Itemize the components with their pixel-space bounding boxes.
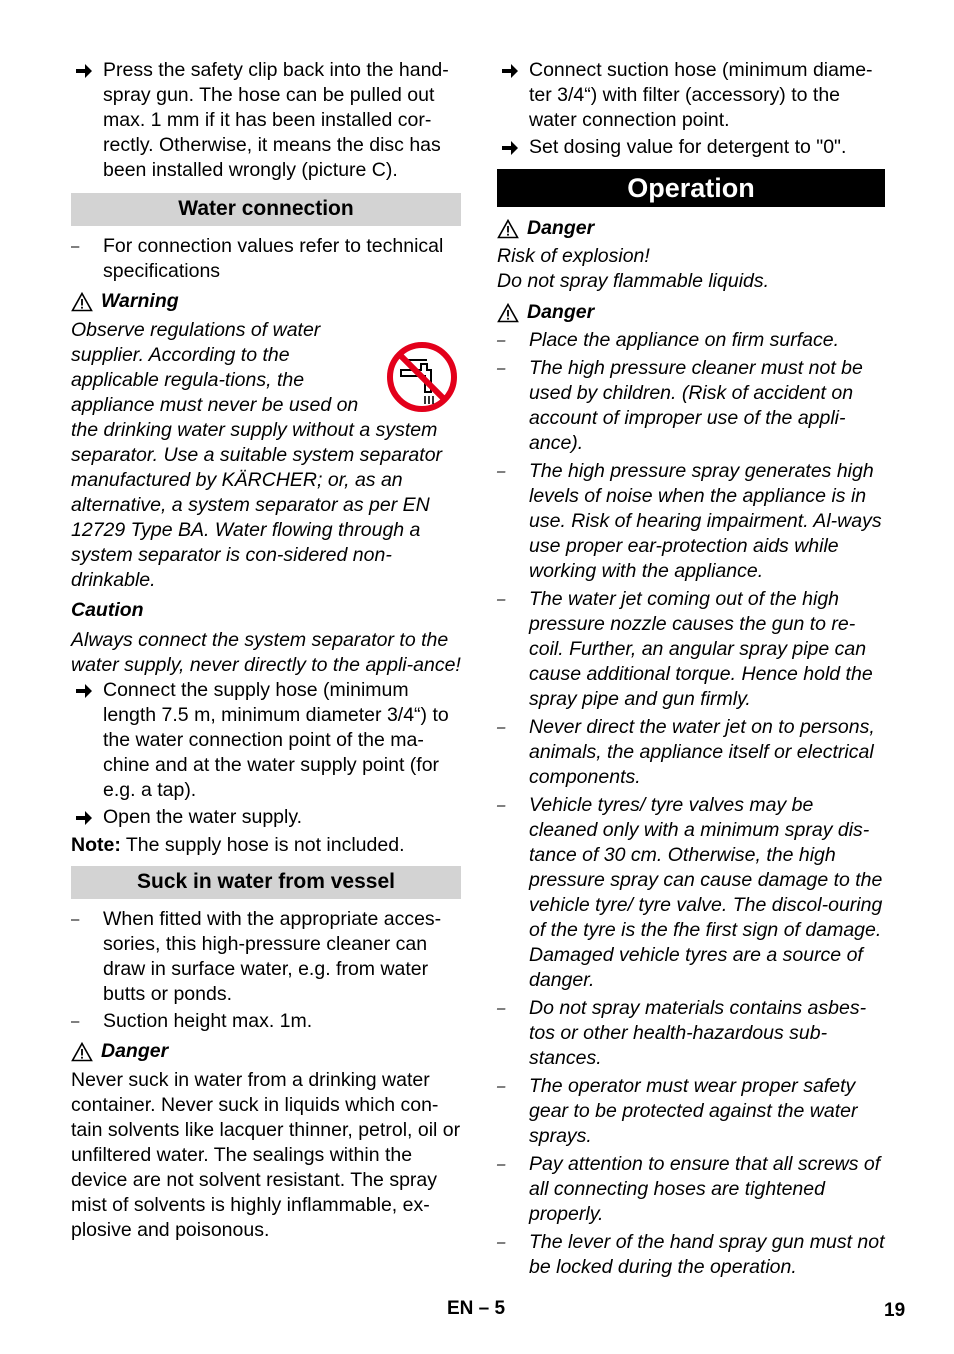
warning-body: Observe regulations of water supplier. According to the applicable regula-tions, the appliance must never be used on the drinking water supply without a system separator. Use a suitable system separator manufactured by KÄRCHER; or, as an alternative, a system separator as per EN 12729 Type BA. Water flowing through a system separator is con-sidered non-drinkable. <box>71 319 443 591</box>
list-item <box>497 459 885 584</box>
danger-label-text: Danger <box>527 217 595 239</box>
dash-bullet-icon: – <box>71 1013 80 1030</box>
list-item-text: Place the appliance on firm surface. <box>529 329 840 351</box>
caution-label: Caution <box>71 599 144 621</box>
dash-bullet-icon: – <box>497 591 506 608</box>
step-text: Set dosing value for detergent to "0". <box>529 136 847 158</box>
section-heading-water-connection: Water connection <box>71 193 461 226</box>
step-text: Connect the supply hose (minimum length 7.5 m, minimum diameter 3/4“) to the water connection point of the ma-chine and at the water supply point (for e.g. a tap). <box>103 679 449 801</box>
warning-triangle-icon <box>497 303 519 323</box>
note <box>71 833 461 858</box>
danger-list <box>497 328 885 1280</box>
list-item-text: The high pressure spray generates high levels of noise when the appliance is in use. Risk of hearing impairment. Al-ways use proper ear-protection aids while working with the appliance. <box>529 460 882 582</box>
list-item-text: The high pressure cleaner must not be used by children. (Risk of accident on account of improper use of the appli-ance). <box>529 357 863 454</box>
list-item-text: Vehicle tyres/ tyre valves may be cleaned only with a minimum spray dis-tance of 30 cm. Otherwise, the high pressure spray can cause damage to the vehicle tyre/ tyre valve. The discol-ouring of the tyre is the fhe first sign of damage. Damaged vehicle tyres are a source of danger. <box>529 794 883 991</box>
instruction-step <box>497 135 885 160</box>
warning-label-text: Warning <box>101 290 179 312</box>
danger-label <box>497 216 885 241</box>
danger-label <box>497 300 885 325</box>
dash-bullet-icon: – <box>71 911 80 928</box>
list-item-text: When fitted with the appropriate acces-sories, this high-pressure cleaner can draw in surface water, e.g. from water butts or ponds. <box>103 908 442 1005</box>
list-item-text: The water jet coming out of the high pressure nozzle causes the gun to re-coil. Further, an angular spray pipe can cause additional torque. Hence hold the spray pipe and gun firmly. <box>529 588 873 710</box>
arrow-right-icon <box>75 682 93 700</box>
footer-language-page: EN – 5 <box>447 1298 506 1319</box>
list-item <box>497 715 885 790</box>
list-item-text: The operator must wear proper safety gear to be protected against the water sprays. <box>529 1075 858 1147</box>
dash-bullet-icon: – <box>497 1078 506 1095</box>
dash-bullet-icon: – <box>497 1234 506 1251</box>
note-text: The supply hose is not included. <box>120 834 405 856</box>
dash-bullet-icon: – <box>497 1000 506 1017</box>
arrow-right-icon <box>75 809 93 827</box>
dash-bullet-icon: – <box>497 1156 506 1173</box>
section-heading-suck-in: Suck in water from vessel <box>71 866 461 899</box>
instruction-step <box>71 58 461 183</box>
page-number: 19 <box>884 1300 906 1321</box>
warning-text <box>71 318 461 593</box>
step-text: Press the safety clip back into the hand-spray gun. The hose can be pulled out max. 1 mm if it has been installed cor-rectly. Otherwise, it means the disc has been installed wrongly (picture C). <box>103 59 449 181</box>
list-item <box>497 1074 885 1149</box>
list-item <box>497 328 885 353</box>
list-item <box>71 907 461 1007</box>
list-item-text: For connection values refer to technical specifications <box>103 235 444 282</box>
danger-line: Risk of explosion! <box>497 245 650 267</box>
step-text: Connect suction hose (minimum diame-ter 3/4“) with filter (accessory) to the water connection point. <box>529 59 873 131</box>
arrow-right-icon <box>75 62 93 80</box>
list-item <box>71 234 461 284</box>
dash-bullet-icon: – <box>497 332 506 349</box>
danger-label <box>71 1039 461 1064</box>
list-item <box>71 1009 461 1034</box>
warning-triangle-icon <box>497 219 519 239</box>
list-item-text: The lever of the hand spray gun must not be locked during the operation. <box>529 1231 885 1278</box>
list-item <box>497 793 885 993</box>
list-item <box>497 996 885 1071</box>
list-item <box>497 1152 885 1227</box>
warning-triangle-icon <box>71 1042 93 1062</box>
list-item-text: Suction height max. 1m. <box>103 1010 313 1032</box>
list-item-text: Never direct the water jet on to persons, animals, the appliance itself or electrical components. <box>529 716 875 788</box>
section-heading-operation: Operation <box>497 169 885 207</box>
danger-line: Do not spray flammable liquids. <box>497 270 770 292</box>
instruction-step <box>497 58 885 133</box>
list-item-text: Pay attention to ensure that all screws of all connecting hoses are tightened properly. <box>529 1153 881 1225</box>
note-label: Note: <box>71 834 121 856</box>
dash-bullet-icon: – <box>497 360 506 377</box>
warning-triangle-icon <box>71 292 93 312</box>
dash-bullet-icon: – <box>71 238 80 255</box>
left-column <box>71 58 461 1243</box>
warning-label <box>71 289 461 314</box>
danger-label-text: Danger <box>101 1040 169 1062</box>
list-item <box>497 587 885 712</box>
caution-text: Always connect the system separator to the water supply, never directly to the appli-ance! <box>71 629 461 676</box>
instruction-step <box>71 678 461 803</box>
arrow-right-icon <box>501 139 519 157</box>
dash-bullet-icon: – <box>497 797 506 814</box>
list-item-text: Do not spray materials contains asbes-tos or other health-hazardous sub-stances. <box>529 997 867 1069</box>
right-column <box>497 58 885 1283</box>
danger-label-text: Danger <box>527 301 595 323</box>
arrow-right-icon <box>501 62 519 80</box>
instruction-step <box>71 805 461 830</box>
list-item <box>497 356 885 456</box>
dash-bullet-icon: – <box>497 463 506 480</box>
no-drinking-water-icon <box>385 340 459 414</box>
list-item <box>497 1230 885 1280</box>
danger-text: Never suck in water from a drinking water container. Never suck in liquids which con-tain solvents like lacquer thinner, petrol, oil or unfiltered water. The sealings within the device are not solvent resistant. The spray mist of solvents is highly inflammable, ex-plosive and poisonous. <box>71 1069 461 1241</box>
step-text: Open the water supply. <box>103 806 303 828</box>
dash-bullet-icon: – <box>497 719 506 736</box>
